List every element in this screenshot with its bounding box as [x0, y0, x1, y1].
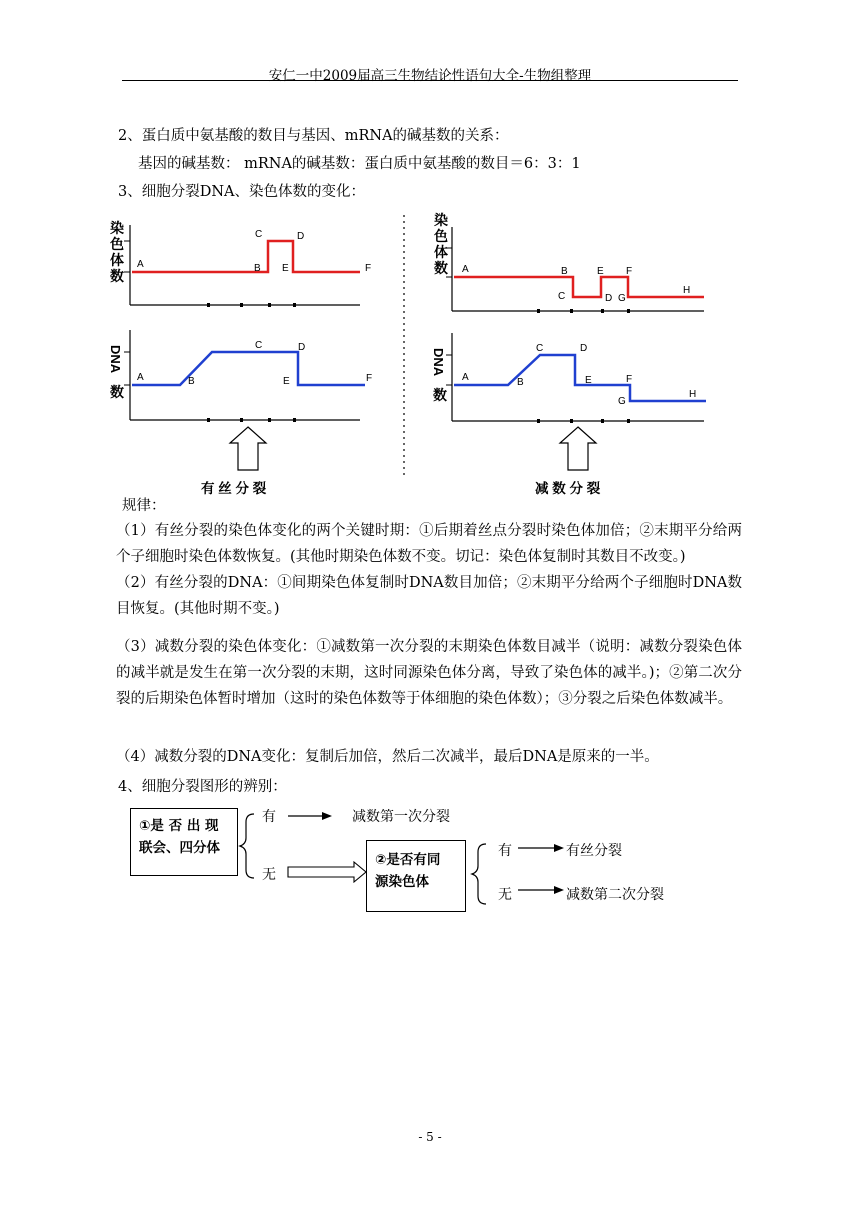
- mitosis-up-arrow: [230, 427, 266, 470]
- meiosis-dna-line: [454, 355, 706, 401]
- point-label: B: [561, 266, 568, 277]
- point-label: C: [536, 343, 544, 354]
- rule-3: （3）减数分裂的染色体变化：①减数第一次分裂的末期染色体数目减半（说明：减数分裂染色体的减半就是发生在第一次分裂的末期，这时同源染色体分离，导致了染色体的减半。)；②第二次分裂的后期染色体暂时增加（这时的染色体数等于体细胞的染色体数）；③分裂之后染色体数减半。: [116, 639, 742, 707]
- mitosis-dna-chart: [108, 330, 372, 422]
- flow-result-mitosis: 有丝分裂: [566, 843, 622, 859]
- section4-heading: 4、细胞分裂图形的辨别：: [118, 779, 287, 795]
- dna-axis-label: DNA: [431, 348, 446, 377]
- point-label: C: [255, 229, 263, 240]
- point-label: H: [689, 389, 697, 400]
- rule-2: （2）有丝分裂的DNA：①间期染色体复制时DNA数目加倍；②末期平分给两个子细胞时DNA数目恢复。(其他时期不变。): [116, 575, 742, 617]
- point-label: D: [298, 342, 306, 353]
- dna-axis-label: DNA: [108, 345, 123, 374]
- section2-heading: 2、蛋白质中氨基酸的数目与基因、mRNA的碱基数的关系：: [118, 128, 509, 144]
- point-label: E: [283, 376, 290, 387]
- flow-yes-2: 有: [498, 843, 512, 859]
- point-label: B: [188, 376, 195, 387]
- point-label: E: [282, 263, 289, 274]
- mitosis-chromosome-chart: [109, 220, 371, 307]
- meiosis-chromosome-chart: [433, 212, 704, 313]
- svg-text:体: 体: [110, 252, 124, 268]
- flow-yes-1: 有: [262, 809, 276, 825]
- svg-text:体: 体: [434, 244, 448, 260]
- section2-ratio: 基因的碱基数： mRNA的碱基数：蛋白质中氨基酸的数目＝6：3：1: [138, 156, 581, 172]
- point-label: E: [585, 375, 592, 386]
- page-number: - 5 -: [418, 1130, 442, 1144]
- svg-text:数: 数: [110, 268, 124, 284]
- point-label: F: [365, 263, 372, 274]
- cell-division-charts: [0, 205, 860, 505]
- dna-axis-label-unit: 数: [110, 384, 124, 400]
- flow-no-1: 无: [262, 867, 276, 883]
- point-label: B: [254, 263, 261, 274]
- point-label: A: [462, 372, 469, 383]
- point-label: E: [597, 266, 604, 277]
- point-label: A: [462, 264, 469, 275]
- point-label: D: [580, 343, 588, 354]
- section3-heading: 3、细胞分裂DNA、染色体数的变化：: [118, 184, 366, 200]
- point-label: F: [366, 373, 373, 384]
- mitosis-chromosome-line: [132, 241, 360, 272]
- meiosis-up-arrow: [560, 427, 596, 470]
- box1-line1: ①是 否 出 现: [139, 818, 219, 834]
- flow-box-synapsis: [130, 808, 238, 876]
- point-label: D: [297, 231, 305, 242]
- point-label: A: [137, 372, 144, 383]
- point-label: G: [618, 293, 626, 304]
- point-label: A: [137, 259, 144, 270]
- svg-text:色: 色: [110, 236, 124, 252]
- svg-text:色: 色: [434, 228, 448, 244]
- svg-text:染: 染: [434, 212, 448, 228]
- box2-line2: 源染色体: [375, 874, 429, 890]
- point-label: H: [683, 285, 691, 296]
- meiosis-label: 减 数 分 裂: [535, 481, 601, 496]
- flow-no-2: 无: [498, 887, 512, 903]
- rule-4: （4）减数分裂的DNA变化：复制后加倍，然后二次减半，最后DNA是原来的一半。: [116, 749, 659, 765]
- meiosis-chromosome-line: [454, 277, 704, 297]
- flow-result-meiosis1: 减数第一次分裂: [352, 809, 450, 825]
- meiosis-dna-chart: [431, 333, 706, 423]
- point-label: G: [618, 396, 626, 407]
- rules-heading: 规律：: [122, 498, 166, 514]
- svg-text:数: 数: [434, 260, 448, 276]
- header-rule: [122, 80, 738, 81]
- svg-text:染: 染: [110, 220, 124, 236]
- dna-axis-label-unit: 数: [433, 387, 447, 403]
- rule-1: （1）有丝分裂的染色体变化的两个关键时期：①后期着丝点分裂时染色体加倍；②末期平分给两个子细胞时染色体数恢复。(其他时期染色体数不变。切记：染色体复制时其数目不改变。): [116, 523, 742, 565]
- flow-box-homologous: [366, 840, 466, 912]
- point-label: D: [605, 293, 613, 304]
- point-label: C: [558, 291, 566, 302]
- box1-line2: 联会、四分体: [139, 840, 220, 856]
- page-header-title: 安仁一中2009届高三生物结论性语句大全-生物组整理: [268, 68, 592, 84]
- point-label: F: [626, 374, 633, 385]
- point-label: B: [517, 377, 524, 388]
- mitosis-label: 有 丝 分 裂: [201, 481, 267, 496]
- mitosis-dna-line: [132, 352, 365, 385]
- point-label: F: [626, 266, 633, 277]
- flow-result-meiosis2: 减数第二次分裂: [566, 887, 664, 903]
- box2-line1: ②是否有同: [375, 852, 441, 868]
- point-label: C: [255, 340, 263, 351]
